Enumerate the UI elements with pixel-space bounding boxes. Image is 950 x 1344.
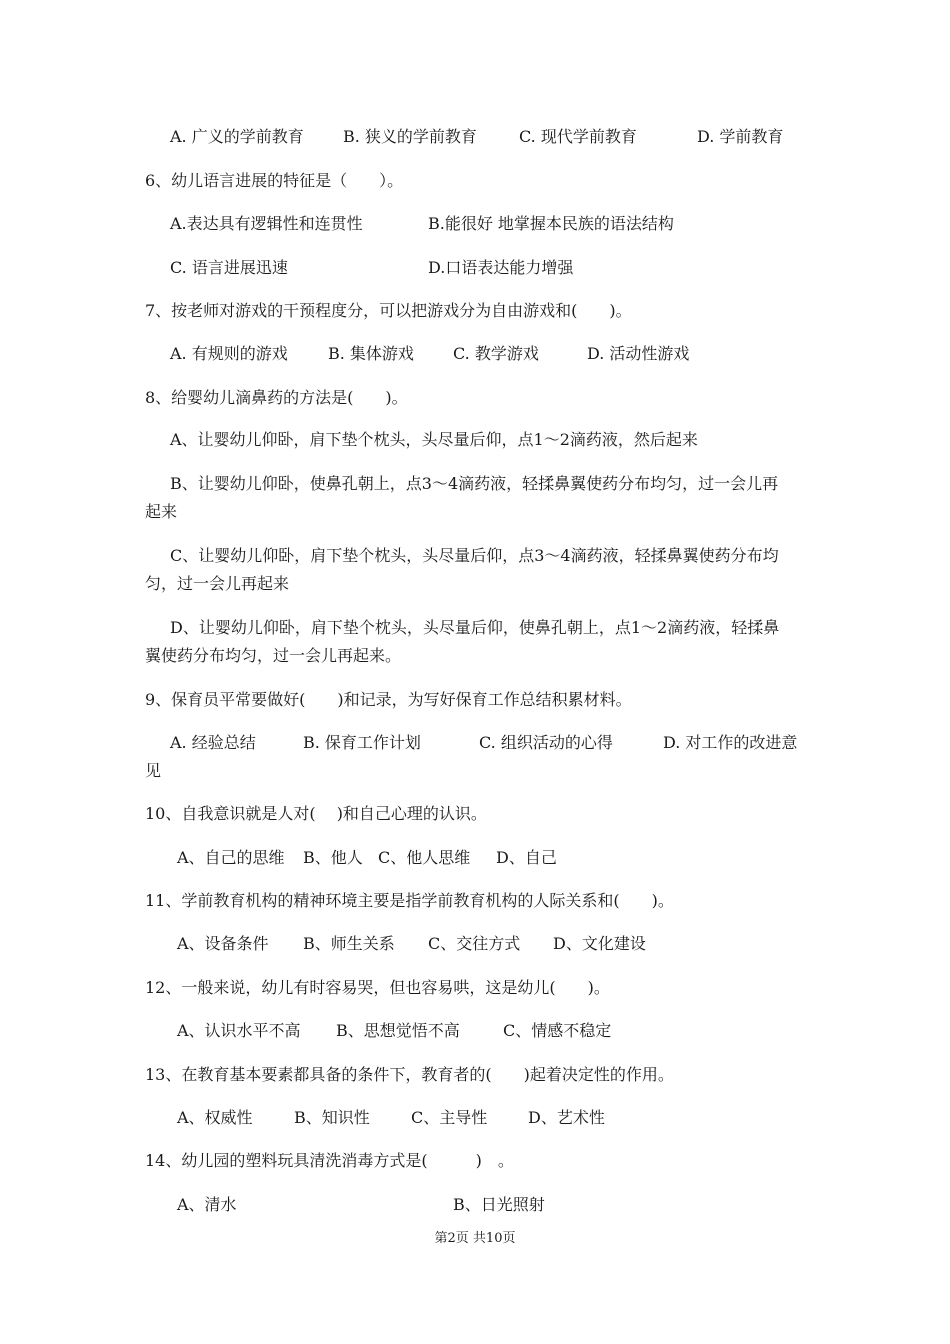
- question-8-option-c-cont: 匀，过一会儿再起来: [145, 574, 290, 593]
- question-14-options: [0, 1195, 950, 1215]
- option-d: D.口语表达能力增强: [428, 258, 574, 277]
- option-b: B、日光照射: [453, 1195, 545, 1214]
- question-10-options: [0, 848, 950, 868]
- page-footer: 第2页 共10页: [434, 1231, 516, 1246]
- option-a: A、自己的思维: [177, 848, 285, 867]
- option-b: B、师生关系: [303, 934, 395, 953]
- option-c: C、他人思维: [378, 848, 471, 867]
- option-d: D、艺术性: [528, 1108, 605, 1127]
- question-12: 12、一般来说，幼儿有时容易哭，但也容易哄，这是幼儿( )。: [145, 978, 610, 997]
- option-b: B. 集体游戏: [328, 344, 414, 363]
- option-d: D、自己: [496, 848, 557, 867]
- question-12-options: [0, 1021, 950, 1041]
- question-13: 13、在教育基本要素都具备的条件下，教育者的( )起着决定性的作用。: [145, 1065, 674, 1084]
- option-a: A. 广义的学前教育: [170, 127, 304, 146]
- question-11-options: [0, 934, 950, 954]
- question-13-options: [0, 1108, 950, 1128]
- question-5-options: [0, 127, 950, 147]
- option-a: A.表达具有逻辑性和连贯性: [170, 214, 363, 233]
- question-14: 14、幼儿园的塑料玩具清洗消毒方式是( ) 。: [145, 1151, 514, 1170]
- option-b: B、他人: [303, 848, 363, 867]
- option-b: B、思想觉悟不高: [336, 1021, 460, 1040]
- question-10: 10、自我意识就是人对( )和自己心理的认识。: [145, 804, 487, 823]
- question-7: 7、按老师对游戏的干预程度分，可以把游戏分为自由游戏和( )。: [145, 301, 632, 320]
- question-6-options-row-2: [0, 258, 950, 278]
- option-b: B. 狭义的学前教育: [343, 127, 477, 146]
- question-8-option-d: D、让婴幼儿仰卧，肩下垫个枕头，头尽量后仰，使鼻孔朝上，点1～2滴药液，轻揉鼻: [170, 618, 780, 637]
- option-a: A. 经验总结: [170, 733, 256, 752]
- question-8-option-b: B、让婴幼儿仰卧，使鼻孔朝上，点3～4滴药液，轻揉鼻翼使药分布均匀，过一会儿再: [170, 474, 779, 493]
- option-c: C. 组织活动的心得: [479, 733, 613, 752]
- option-a: A、设备条件: [177, 934, 269, 953]
- question-8-option-b-cont: 起来: [145, 502, 178, 521]
- option-a: A、认识水平不高: [177, 1021, 301, 1040]
- question-8-option-d-cont: 翼使药分布均匀，过一会儿再起来。: [145, 646, 402, 665]
- option-d: D. 学前教育: [697, 127, 784, 146]
- option-c: C. 现代学前教育: [519, 127, 637, 146]
- option-a: A、清水: [177, 1195, 237, 1214]
- option-c: C、情感不稳定: [503, 1021, 612, 1040]
- option-b: B. 保育工作计划: [303, 733, 421, 752]
- option-c: C、主导性: [411, 1108, 488, 1127]
- option-d: D、文化建设: [553, 934, 646, 953]
- option-c: C、交往方式: [428, 934, 521, 953]
- question-7-options: [0, 344, 950, 364]
- option-a: A、权威性: [177, 1108, 253, 1127]
- option-d: D. 活动性游戏: [587, 344, 690, 363]
- option-d: D. 对工作的改进意: [663, 733, 798, 752]
- question-8: 8、给婴幼儿滴鼻药的方法是( )。: [145, 388, 408, 407]
- question-9: 9、保育员平常要做好( )和记录，为写好保育工作总结积累材料。: [145, 690, 632, 709]
- option-c: C. 教学游戏: [453, 344, 539, 363]
- question-9-options-cont: 见: [145, 761, 162, 780]
- question-6: 6、幼儿语言进展的特征是（ ）。: [145, 171, 404, 190]
- question-8-option-a: A、让婴幼儿仰卧，肩下垫个枕头，头尽量后仰，点1～2滴药液，然后起来: [170, 430, 698, 449]
- question-6-options-row-1: [0, 214, 950, 234]
- question-11: 11、学前教育机构的精神环境主要是指学前教育机构的人际关系和( )。: [145, 891, 674, 910]
- option-b: B.能很好 地掌握本民族的语法结构: [428, 214, 674, 233]
- option-c: C. 语言进展迅速: [170, 258, 288, 277]
- question-8-option-c: C、让婴幼儿仰卧，肩下垫个枕头，头尽量后仰，点3～4滴药液，轻揉鼻翼使药分布均: [170, 546, 779, 565]
- option-a: A. 有规则的游戏: [170, 344, 288, 363]
- option-b: B、知识性: [294, 1108, 370, 1127]
- question-9-options: [0, 733, 950, 753]
